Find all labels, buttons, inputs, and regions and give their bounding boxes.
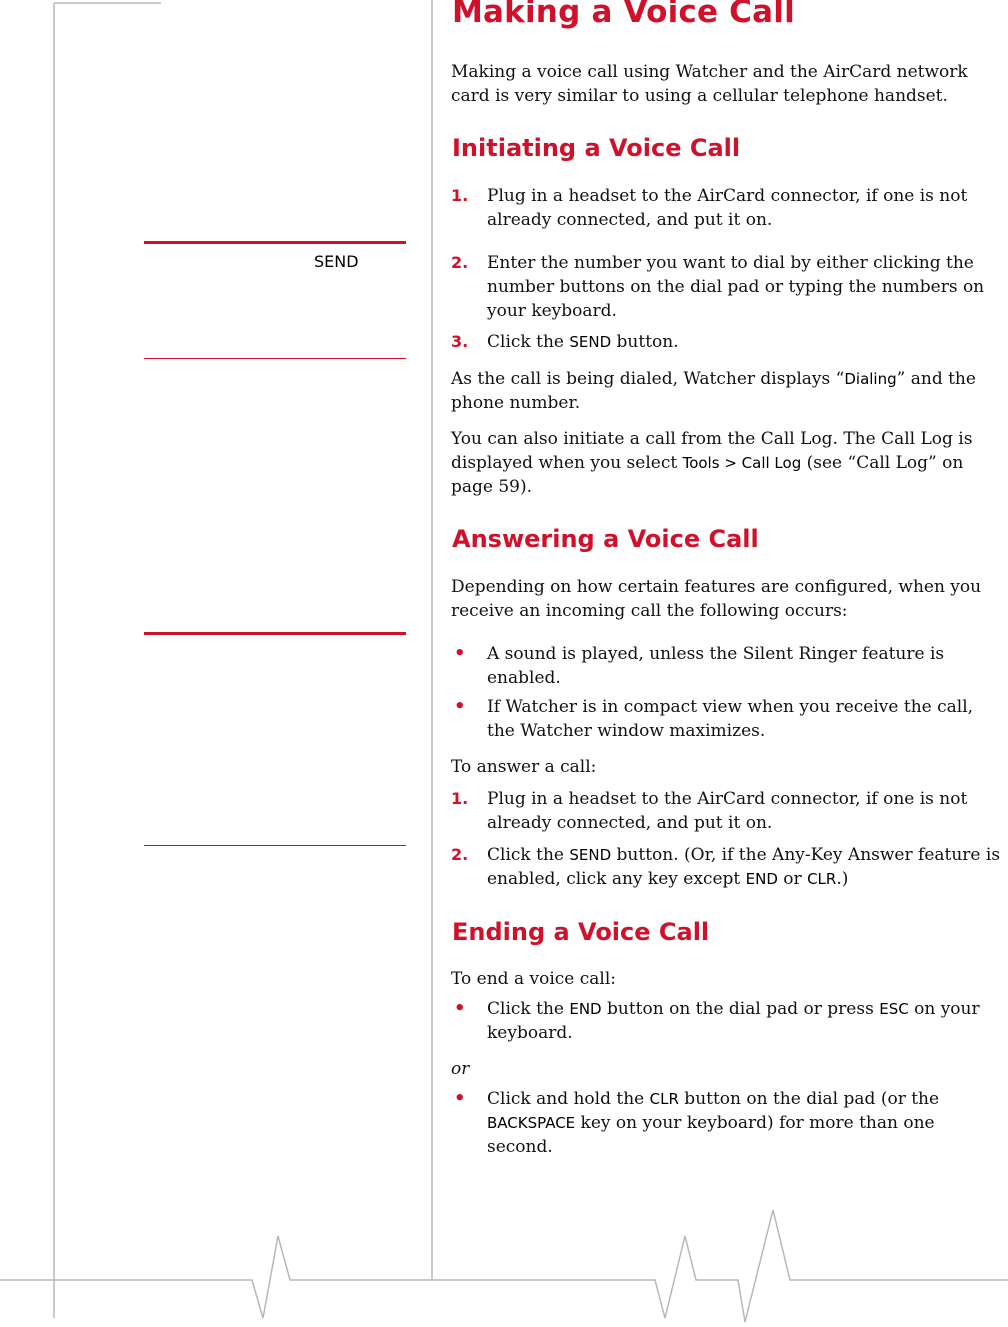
- end-key-label: END: [745, 870, 778, 888]
- margin-rule-1: [144, 241, 406, 244]
- clr-key-label: CLR: [807, 870, 837, 888]
- initiating-step-2: [451, 251, 1005, 323]
- initiating-step-3: [451, 330, 1005, 354]
- step-number: 1.: [451, 186, 469, 205]
- call-log-paragraph: You can also initiate a call from the Call Log. The Call Log is displayed when you select Tools > Call Log (see “Call Log” on page 59).: [451, 429, 973, 497]
- step-number: 2.: [451, 253, 469, 272]
- sidebar-send-note: SEND: [314, 252, 359, 271]
- heartbeat-line: [0, 1210, 1008, 1322]
- margin-rule-3: [144, 632, 406, 635]
- bullet-icon: •: [454, 998, 466, 1019]
- heading-ending: Ending a Voice Call: [452, 918, 710, 946]
- dialing-paragraph: As the call is being dialed, Watcher displays “Dialing” and the phone number.: [451, 369, 976, 413]
- send-key-label: SEND: [569, 846, 612, 864]
- margin-rule-2: [144, 358, 406, 359]
- step-text: Click the SEND button. (Or, if the Any-Key Answer feature is enabled, click any key except END or CLR.): [487, 845, 1001, 889]
- clr-key-label: CLR: [649, 1090, 679, 1108]
- step-number: 2.: [451, 845, 469, 864]
- step-text: Plug in a headset to the AirCard connector, if one is not already connected, and put it on.: [487, 186, 968, 230]
- to-answer-text: To answer a call:: [451, 757, 597, 777]
- step-text: Plug in a headset to the AirCard connector, if one is not already connected, and put it on.: [487, 789, 968, 833]
- bullet-icon: •: [454, 643, 466, 664]
- step-number: 3.: [451, 332, 469, 351]
- initiating-step-1: [451, 184, 1005, 232]
- send-key-label: SEND: [569, 333, 612, 351]
- dialing-status-label: Dialing: [844, 370, 897, 388]
- backspace-key-label: BACKSPACE: [487, 1114, 576, 1132]
- step-text: Click the SEND button.: [487, 332, 679, 352]
- margin-rule-4: [144, 845, 406, 846]
- page-title: Making a Voice Call: [452, 0, 795, 30]
- bullet-text: If Watcher is in compact view when you receive the call, the Watcher window maximizes.: [487, 697, 974, 741]
- step-number: 1.: [451, 789, 469, 808]
- end-key-label: END: [569, 1000, 602, 1018]
- esc-key-label: ESC: [879, 1000, 909, 1018]
- answering-intro: Depending on how certain features are configured, when you receive an incoming call the following occurs:: [451, 577, 982, 621]
- answering-step-1: [451, 787, 1005, 835]
- bullet-icon: •: [454, 1088, 466, 1109]
- heading-initiating: Initiating a Voice Call: [452, 134, 741, 162]
- or-text: or: [451, 1059, 470, 1079]
- answering-step-2: [451, 843, 1005, 891]
- to-end-text: To end a voice call:: [451, 969, 617, 989]
- tools-call-log-menu-path: Tools > Call Log: [682, 454, 802, 472]
- ending-bullet-2: [451, 1087, 1005, 1159]
- bullet-text: Click and hold the CLR button on the dial pad (or the BACKSPACE key on your keyboard) for more than one second.: [487, 1089, 940, 1157]
- ending-bullet-1: [451, 997, 1005, 1045]
- bullet-text: Click the END button on the dial pad or press ESC on your keyboard.: [487, 999, 980, 1043]
- answering-bullet-1: [451, 642, 1005, 690]
- bullet-text: A sound is played, unless the Silent Ringer feature is enabled.: [487, 644, 945, 688]
- intro-paragraph: Making a voice call using Watcher and the AirCard network card is very similar to using a cellular telephone handset.: [451, 62, 968, 106]
- heading-answering: Answering a Voice Call: [452, 525, 759, 553]
- bullet-icon: •: [454, 696, 466, 717]
- answering-bullet-2: [451, 695, 1005, 743]
- step-text: Enter the number you want to dial by either clicking the number buttons on the dial pad or typing the numbers on your keyboard.: [487, 253, 985, 321]
